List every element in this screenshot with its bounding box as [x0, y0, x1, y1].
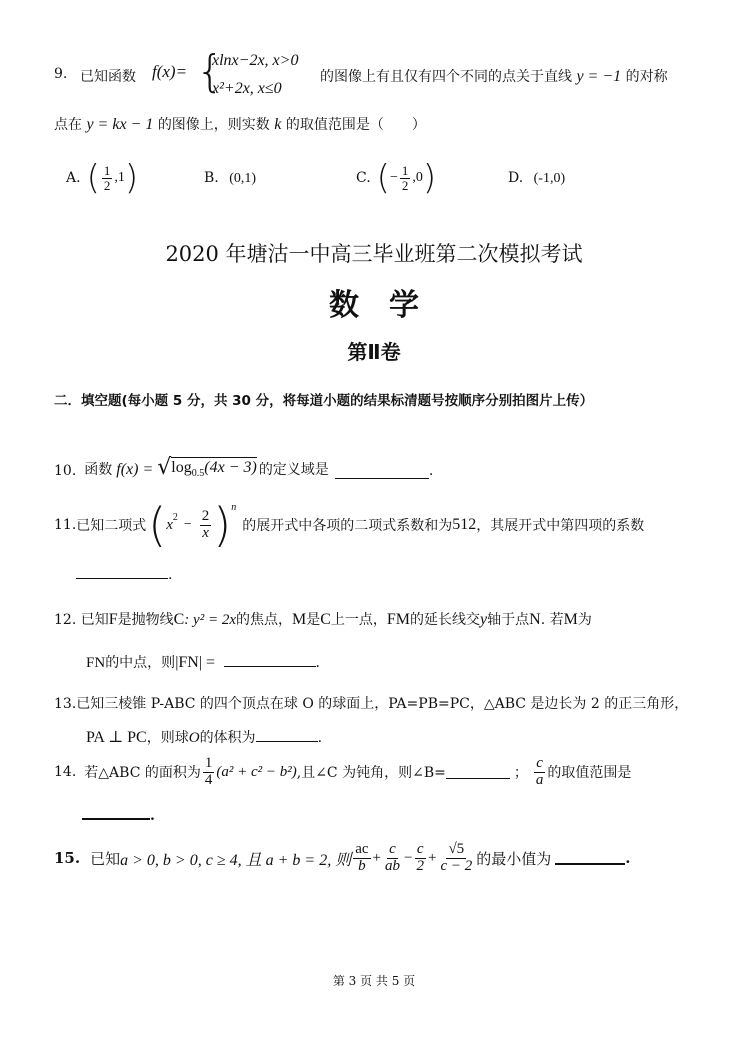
q13-answer-blank: [256, 729, 318, 742]
q9-line2-eq: y = kx − 1: [86, 116, 154, 133]
q15-text-a: 已知: [90, 849, 121, 868]
q11-number: 11.: [54, 517, 77, 533]
q9-option-a-label: A.: [66, 170, 81, 186]
q14-end: .: [150, 808, 155, 824]
q15-frac4-den: c − 2: [440, 857, 473, 874]
section2-title: 二．填空题(每小题 5 分，共 30 分，将每道小题的结果标清题号按顺序分别拍图片上传）: [54, 393, 594, 409]
q11-x-exp: 2: [172, 512, 178, 523]
q10-end: .: [428, 463, 434, 480]
q13-number: 13.: [54, 696, 77, 712]
q15-answer-blank: [555, 851, 625, 865]
q11-answer-blank: [76, 566, 168, 579]
q11-frac-num: 2: [201, 507, 210, 524]
subject-title: 数 学: [329, 288, 419, 323]
q15-frac2: [383, 842, 402, 875]
q10-sqrt-sign: √: [157, 455, 172, 481]
q10-number: 10.: [54, 463, 77, 480]
q12-text-b: 是抛物线: [117, 612, 174, 628]
q10-text-b: 的定义域是: [258, 462, 329, 479]
q9-option-a-num: 1: [103, 162, 111, 178]
exam-title: 2020 年塘沽一中高三毕业班第二次模拟考试: [165, 242, 583, 266]
q13-O: O: [188, 730, 200, 746]
q15-frac1-den: b: [358, 857, 366, 874]
q11-x: x: [166, 516, 173, 533]
q12-abs: |FN| =: [175, 654, 216, 671]
q10-answer-blank: [335, 466, 429, 479]
q12-M: M: [291, 611, 307, 628]
q12-line2: [86, 652, 320, 672]
q15-frac2-num: c: [389, 841, 396, 857]
q9-option-c-label: C.: [356, 170, 371, 186]
q9-var-k: k: [274, 116, 282, 133]
q9-case-brace: {: [196, 46, 224, 97]
q13-line1: [54, 693, 688, 713]
q12-C2: C: [320, 611, 331, 628]
q11: [54, 498, 644, 552]
q9-option-a-tail: ,1: [114, 170, 125, 185]
q15-end: .: [625, 849, 631, 868]
q9-text-b-label: 的图像上有且仅有四个不同的点关于直线: [320, 69, 572, 85]
q14-cfrac-den: a: [535, 771, 544, 788]
q11-frac-den: x: [202, 524, 209, 541]
q9-text-c: 的对称: [625, 69, 668, 85]
q12-text-d: 是: [306, 612, 321, 628]
q13-text-b: ，则球: [146, 730, 189, 746]
q15-plus1: +: [372, 849, 381, 866]
q12-N: N: [529, 611, 541, 628]
q14-expr: (a² + c² − b²): [216, 763, 297, 780]
q12-text-midpoint: 的中点，则: [105, 655, 176, 671]
q15-frac3-den: 2: [416, 857, 424, 874]
q14-answer-blank-1: [446, 766, 510, 779]
q14-text-a: 若△ABC 的面积为: [84, 765, 201, 782]
q12-text-h: . 若: [540, 612, 564, 628]
q12-C: C: [173, 611, 185, 628]
q9-option-b-value: (0,1): [229, 171, 257, 186]
q11-close-paren: ): [213, 498, 232, 552]
q11-text-a: 已知二项式: [76, 518, 147, 534]
q9-option-a: A. ( $\frac{1}{2}$ ,1 ): [66, 158, 139, 198]
q12-text-c: 的焦点，: [235, 612, 292, 628]
q12-y: y: [480, 611, 488, 628]
q13-perp: PA ⊥ PC: [86, 729, 147, 746]
q9-option-b: [204, 170, 256, 187]
q14-cfrac: [534, 756, 546, 789]
q15-frac4: [438, 842, 474, 875]
q13-end: .: [317, 730, 323, 746]
q9-option-c-tail: ,0: [412, 170, 423, 185]
q14-frac-den: 4: [204, 771, 213, 788]
q9-number: 9.: [54, 66, 68, 82]
q15-cond: a > 0, b > 0, c ≥ 4, 且 a + b = 2, 则: [120, 851, 352, 869]
q15-text-b: 的最小值为: [476, 849, 552, 868]
q9-option-c-num: 1: [401, 162, 409, 178]
q9-option-b-label: B.: [204, 170, 219, 186]
q12-text-g: 轴于点: [487, 612, 530, 628]
volume-title: 第Ⅱ卷: [347, 340, 401, 364]
q15-minus: −: [404, 849, 413, 866]
q11-minus: −: [183, 517, 192, 532]
q9-option-a-frac: [102, 164, 113, 192]
q15-number: 15.: [54, 849, 81, 868]
q12-line1: [54, 609, 592, 629]
q9-line2: [54, 114, 426, 134]
q14-text-c: 的取值范围是: [547, 765, 632, 782]
q11-open-paren: (: [148, 498, 167, 552]
q9-option-d: [508, 170, 565, 187]
q11-power: n: [231, 502, 237, 513]
q9-text-d: 点在: [54, 117, 82, 133]
q15-frac2-den: ab: [385, 857, 400, 874]
q10-log-base: 0.5: [191, 468, 205, 480]
q12-text-a: 已知: [80, 612, 109, 628]
q10-func: f(x) =: [116, 461, 154, 479]
q14-line2: [82, 806, 155, 824]
q13-line2: [86, 727, 322, 747]
q15-frac3: [414, 842, 426, 875]
q12-text-e: 上一点，: [330, 612, 387, 628]
q12-text-f: 的延长线交: [410, 612, 481, 628]
q11-line2: [76, 566, 172, 583]
q12-FM: FM: [386, 611, 411, 628]
q9-option-a-den: 2: [103, 177, 111, 193]
q14-frac: [203, 756, 215, 789]
q12-end: .: [315, 655, 320, 671]
q15-frac4-num: √5: [448, 841, 465, 857]
q9-option-d-value: (-1,0): [533, 171, 566, 186]
q14-cfrac-num: c: [536, 755, 543, 771]
q15: [54, 842, 630, 875]
q9-option-c-den: 2: [401, 177, 409, 193]
q14-text-b: ,且∠C 为钝角，则∠B=: [296, 765, 446, 782]
q12-answer-blank: [224, 654, 316, 667]
q11-frac: [200, 509, 212, 542]
q9-text-b: [320, 66, 668, 86]
q9-case2: x²+2x, x≤0: [212, 80, 282, 97]
q14-number: 14.: [54, 764, 77, 781]
q10-text-a: 函数: [84, 462, 113, 479]
q9-option-c-sign: −: [389, 170, 398, 185]
q9-text-f: 的取值范围是（ ）: [285, 117, 426, 133]
q9-option-d-label: D.: [508, 170, 524, 186]
q12-FN: FN: [86, 655, 106, 671]
q10-log: log: [171, 459, 192, 476]
q13-text-c: 的体积为: [199, 730, 256, 746]
q15-frac1: [353, 842, 370, 875]
q11-text-b: 的展开式中各项的二项式系数和为: [242, 518, 453, 534]
q15-plus2: +: [427, 849, 437, 866]
q14-frac-num: 1: [204, 755, 213, 771]
q14-answer-blank-2: [82, 806, 150, 820]
q9-option-c-frac: [400, 164, 411, 192]
q9-text-e: 的图像上，则实数: [157, 117, 270, 133]
q12-number: 12.: [54, 612, 77, 628]
q9-option-c: C. ( − $\frac{1}{2}$ ,0 ): [356, 158, 437, 198]
q9-line: y = −1: [576, 68, 622, 85]
q12-text-i: 为: [577, 612, 592, 628]
q15-frac3-num: c: [416, 841, 424, 857]
q11-end: .: [168, 567, 173, 583]
q10: [54, 457, 433, 479]
q12-M2: M: [563, 611, 578, 628]
q10-radicand: [171, 457, 257, 479]
q15-frac1-num: ac: [355, 841, 369, 857]
q10-log-arg: (4x − 3): [204, 459, 257, 476]
q12-F: F: [108, 611, 118, 628]
page-footer: 第 3 页 共 5 页: [332, 974, 416, 988]
q14: [54, 756, 631, 789]
q12-eq: : y² = 2x: [184, 612, 236, 628]
q14-sep: ；: [513, 765, 528, 782]
q9-intro: 已知函数: [80, 69, 136, 85]
q13-text-line1: 已知三棱锥 P-ABC 的四个顶点在球 O 的球面上，PA=PB=PC，△ABC 是边长为 2 的正三角形，: [76, 696, 689, 712]
q11-text-c: ，其展开式中第四项的系数: [476, 518, 645, 534]
q9-func-name: f(x)=: [152, 62, 188, 81]
q9-case1: xlnx−2x, x>0: [212, 52, 299, 69]
q11-sum: 512: [452, 516, 477, 533]
